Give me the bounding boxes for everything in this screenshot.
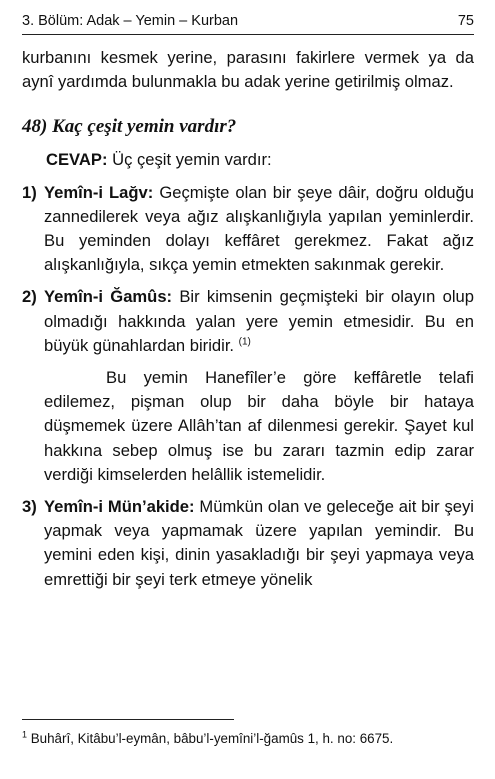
item-number: 1) xyxy=(22,182,37,202)
chapter-title: 3. Bölüm: Adak – Yemin – Kurban xyxy=(22,13,239,29)
page-number: 75 xyxy=(457,13,474,29)
list-item xyxy=(22,495,474,592)
item-description: Mümkün olan ve geleceğe ait bir şeyi yapmak veya yapmamak üzere yapılan yemindir. Bu yemini eden kişi, dinin yasakladığı bir şeyi yapmaya veya emrettiği bir şeyi terk etmeye yönelik xyxy=(44,497,474,589)
header-divider xyxy=(22,34,474,35)
list-item xyxy=(22,285,474,487)
item-term: Yemîn-i Lağv: xyxy=(44,182,154,202)
item-text xyxy=(44,495,474,592)
item-number: 3) xyxy=(22,497,37,517)
answer-label: CEVAP: xyxy=(46,150,108,170)
running-header xyxy=(22,10,474,32)
page-body xyxy=(22,42,474,592)
question-heading: 48) Kaç çeşit yemin vardır? xyxy=(22,116,237,138)
item-description: Geçmişte olan bir şeye dâir, doğru olduğu zannedilerek veya ağız alışkanlığıyla yapılan yeminlerdir. Bu yeminden dolayı keffâret gerekmez. Fakat ağız alışkanlığıyla, sıkça yemin etmekten sakınmak gerekir. xyxy=(44,182,474,275)
item-text xyxy=(44,285,474,358)
footnote-divider xyxy=(22,719,234,720)
item-description: Bir kimsenin geçmişteki bir olayın olup olmadığı hakkında yalan yere yemin etmesidir. Bu en büyük günahlardan biridir. xyxy=(44,287,474,355)
item-term: Yemîn-i Mün’akide: xyxy=(44,497,195,517)
footnote xyxy=(22,730,474,748)
answer-line xyxy=(46,148,474,172)
footnote-text: Buhârî, Kitâbu’l-eymân, bâbu’l-yemîni’l-ğamûs 1, h. no: 6675. xyxy=(27,731,394,746)
item-paragraph: Bu yemin Hanefîler’e göre keffâretle telafi edilemez, pişman olup bir daha böyle bir hataya düşmemek üzere Allâh’tan af dilenmesi gerekir. Şayet kul hakkına sebep olmuş ise bu zararı tazmin edip zarar verdiği kimselerden helâllik istemelidir. xyxy=(44,368,474,484)
footnote-marker: 1 xyxy=(22,729,28,740)
answer-text: Üç çeşit yemin vardır: xyxy=(107,150,272,170)
list-item xyxy=(22,181,474,278)
intro-paragraph: kurbanını kesmek yerine, parasını fakirlere vermek ya da aynî yardımda bulunmakla bu adak yerine getirilmiş olmaz. xyxy=(22,48,474,92)
item-number: 2) xyxy=(22,287,37,307)
item-text xyxy=(44,181,474,278)
footnote-reference[interactable]: (1) xyxy=(238,336,251,348)
item-term: Yemîn-i Ğamûs: xyxy=(44,287,173,307)
